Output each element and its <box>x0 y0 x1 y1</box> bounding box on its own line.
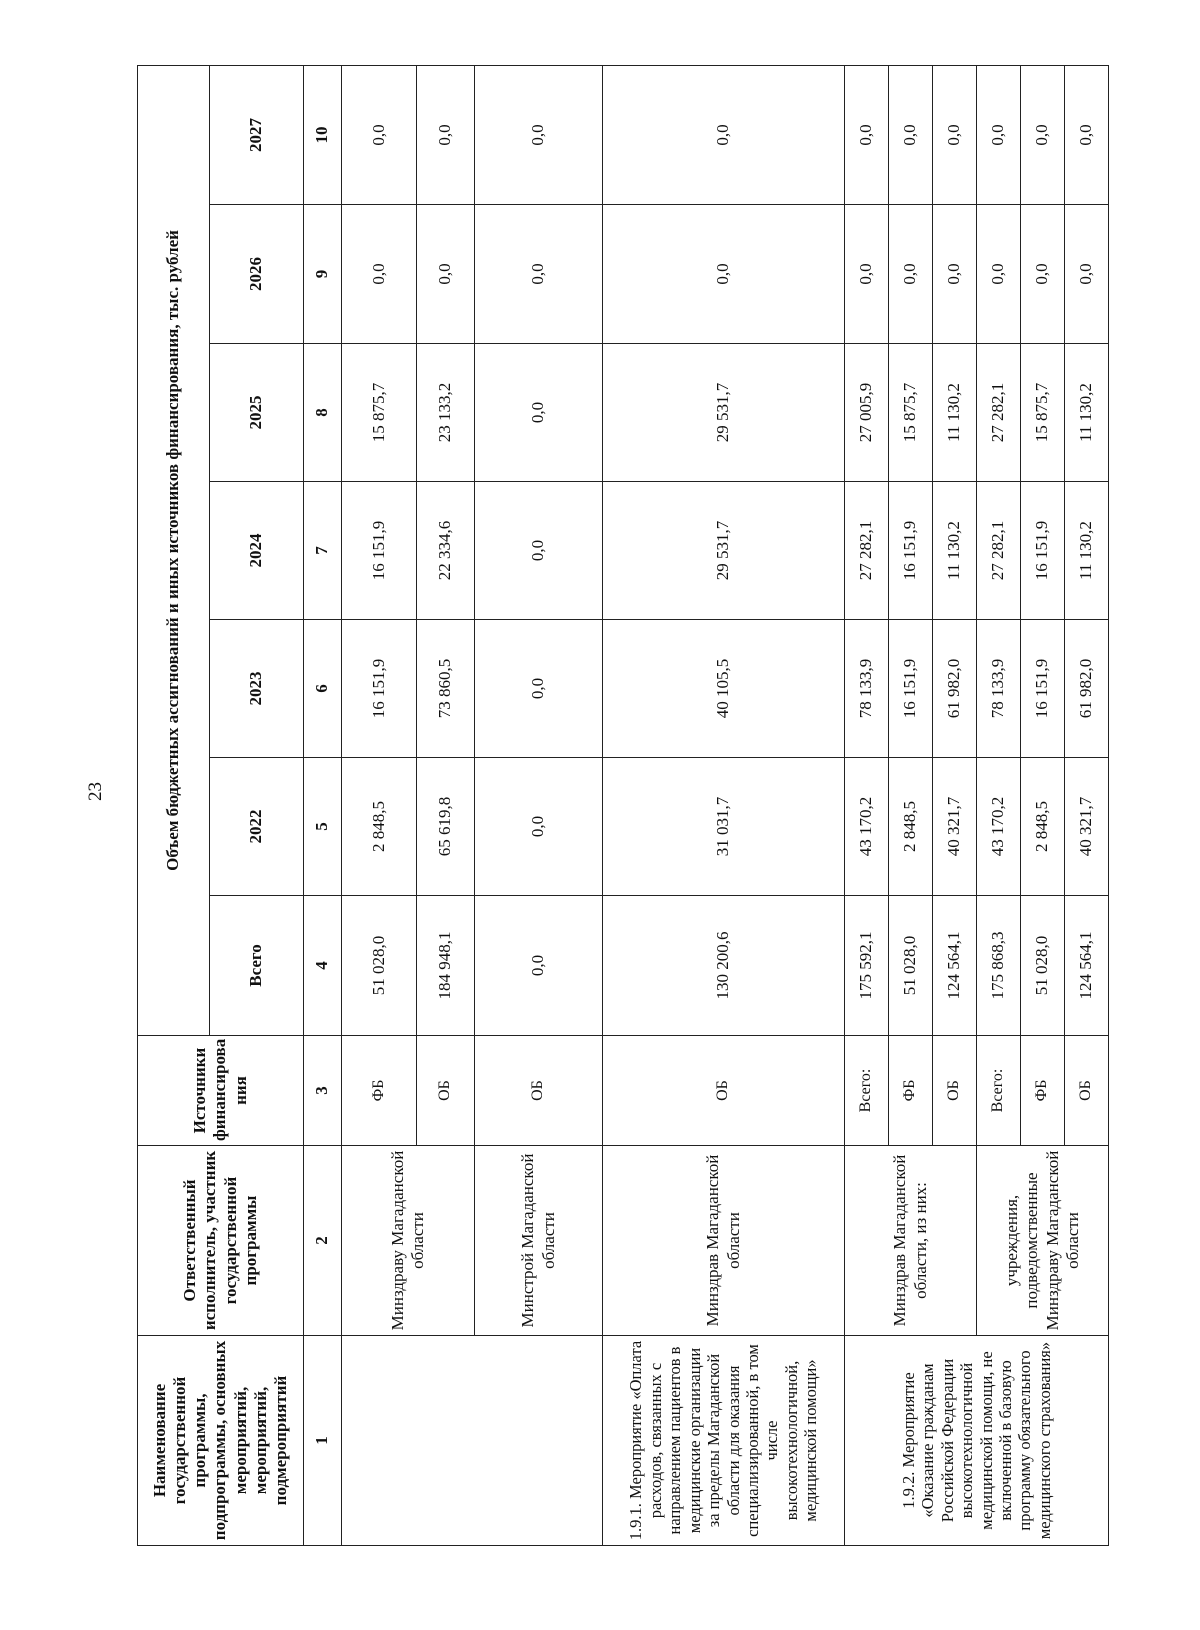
value-cell: 40 105,5 <box>603 620 845 758</box>
source-cell: Всего: <box>977 1036 1021 1146</box>
source-cell: ОБ <box>417 1036 475 1146</box>
value-cell: 0,0 <box>475 896 603 1036</box>
value-cell: 15 875,7 <box>889 344 933 482</box>
value-cell: 0,0 <box>475 758 603 896</box>
value-cell: 175 868,3 <box>977 896 1021 1036</box>
source-cell: ОБ <box>475 1036 603 1146</box>
value-cell: 23 133,2 <box>417 344 475 482</box>
value-cell: 130 200,6 <box>603 896 845 1036</box>
item-name: 1.9.2. Мероприятие «Оказание гражданам Российской Федерации высокотехнологичной медицинской помощи, не включенной в базовую программу обязательного медицинского страхования» <box>845 1336 1109 1546</box>
table-row <box>475 65 603 1545</box>
source-cell: ОБ <box>603 1036 845 1146</box>
value-cell: 16 151,9 <box>889 620 933 758</box>
value-cell: 43 170,2 <box>977 758 1021 896</box>
executor-cell: Минстрой Магаданской области <box>475 1146 603 1336</box>
value-cell: 0,0 <box>1021 205 1065 344</box>
value-cell: 51 028,0 <box>889 896 933 1036</box>
value-cell: 29 531,7 <box>603 482 845 620</box>
source-cell: ФБ <box>889 1036 933 1146</box>
value-cell: 16 151,9 <box>1021 620 1065 758</box>
value-cell: 73 860,5 <box>417 620 475 758</box>
value-cell: 16 151,9 <box>342 620 417 758</box>
page-number: 23 <box>85 782 106 801</box>
value-cell: 175 592,1 <box>845 896 889 1036</box>
value-cell: 0,0 <box>1021 65 1065 204</box>
header-year: 2024 <box>210 482 304 620</box>
executor-cell: Минздрав Магаданской области, из них: <box>845 1146 977 1336</box>
table-row <box>845 65 889 1545</box>
header-year: 2022 <box>210 758 304 896</box>
column-number: 3 <box>304 1036 342 1146</box>
value-cell: 0,0 <box>475 65 603 204</box>
value-cell: 15 875,7 <box>342 344 417 482</box>
value-cell: 61 982,0 <box>1065 620 1109 758</box>
table-row <box>977 65 1021 1545</box>
value-cell: 22 334,6 <box>417 482 475 620</box>
value-cell: 15 875,7 <box>1021 344 1065 482</box>
source-cell: ОБ <box>933 1036 977 1146</box>
value-cell: 65 619,8 <box>417 758 475 896</box>
executor-cell: Минздраву Магаданской области <box>342 1146 475 1336</box>
value-cell: 11 130,2 <box>1065 344 1109 482</box>
header-funding-group: Объем бюджетных ассигнований и иных источников финансирования, тыс. рублей <box>138 65 210 1035</box>
item-name <box>342 1336 603 1546</box>
value-cell: 0,0 <box>889 205 933 344</box>
header-year: 2025 <box>210 344 304 482</box>
source-cell: ФБ <box>1021 1036 1065 1146</box>
executor-cell: учреждения, подведомственные Минздраву Магаданской области <box>977 1146 1109 1336</box>
value-cell: 0,0 <box>417 65 475 204</box>
value-cell: 16 151,9 <box>889 482 933 620</box>
value-cell: 184 948,1 <box>417 896 475 1036</box>
value-cell: 0,0 <box>475 620 603 758</box>
value-cell: 43 170,2 <box>845 758 889 896</box>
column-number: 1 <box>304 1336 342 1546</box>
source-cell: Всего: <box>845 1036 889 1146</box>
value-cell: 0,0 <box>977 65 1021 204</box>
value-cell: 27 005,9 <box>845 344 889 482</box>
column-number: 2 <box>304 1146 342 1336</box>
value-cell: 2 848,5 <box>889 758 933 896</box>
value-cell: 0,0 <box>1065 65 1109 204</box>
value-cell: 2 848,5 <box>1021 758 1065 896</box>
column-number: 6 <box>304 620 342 758</box>
header-year: 2027 <box>210 65 304 204</box>
column-number: 4 <box>304 896 342 1036</box>
item-name: 1.9.1. Мероприятие «Оплата расходов, связанных с направлением пациентов в медицинские организации за пределы Магаданской области для оказания специализированной, в том числе высокотехнологичной, медицинской помощи» <box>603 1336 845 1546</box>
value-cell: 40 321,7 <box>933 758 977 896</box>
header-executor: Ответственный исполнитель, участник государственной программы <box>138 1146 304 1336</box>
value-cell: 0,0 <box>933 65 977 204</box>
value-cell: 0,0 <box>417 205 475 344</box>
value-cell: 40 321,7 <box>1065 758 1109 896</box>
table-row <box>342 65 417 1545</box>
value-cell: 0,0 <box>1065 205 1109 344</box>
value-cell: 0,0 <box>933 205 977 344</box>
value-cell: 78 133,9 <box>977 620 1021 758</box>
value-cell: 16 151,9 <box>342 482 417 620</box>
value-cell: 0,0 <box>977 205 1021 344</box>
column-number: 9 <box>304 205 342 344</box>
value-cell: 0,0 <box>475 205 603 344</box>
value-cell: 0,0 <box>889 65 933 204</box>
value-cell: 27 282,1 <box>845 482 889 620</box>
header-year: 2023 <box>210 620 304 758</box>
value-cell: 0,0 <box>475 482 603 620</box>
value-cell: 0,0 <box>603 65 845 204</box>
value-cell: 0,0 <box>845 65 889 204</box>
executor-cell: Минздрав Магаданской области <box>603 1146 845 1336</box>
value-cell: 27 282,1 <box>977 482 1021 620</box>
value-cell: 0,0 <box>603 205 845 344</box>
table-row <box>603 65 845 1545</box>
value-cell: 0,0 <box>845 205 889 344</box>
value-cell: 2 848,5 <box>342 758 417 896</box>
column-number: 8 <box>304 344 342 482</box>
value-cell: 11 130,2 <box>1065 482 1109 620</box>
source-cell: ФБ <box>342 1036 417 1146</box>
value-cell: 0,0 <box>342 205 417 344</box>
header-year: Всего <box>210 896 304 1036</box>
value-cell: 11 130,2 <box>933 482 977 620</box>
value-cell: 0,0 <box>342 65 417 204</box>
value-cell: 124 564,1 <box>1065 896 1109 1036</box>
value-cell: 31 031,7 <box>603 758 845 896</box>
value-cell: 29 531,7 <box>603 344 845 482</box>
value-cell: 27 282,1 <box>977 344 1021 482</box>
value-cell: 61 982,0 <box>933 620 977 758</box>
value-cell: 78 133,9 <box>845 620 889 758</box>
column-number: 7 <box>304 482 342 620</box>
column-number: 5 <box>304 758 342 896</box>
value-cell: 124 564,1 <box>933 896 977 1036</box>
header-year: 2026 <box>210 205 304 344</box>
column-number: 10 <box>304 65 342 204</box>
value-cell: 16 151,9 <box>1021 482 1065 620</box>
source-cell: ОБ <box>1065 1036 1109 1146</box>
value-cell: 51 028,0 <box>1021 896 1065 1036</box>
header-name: Наименование государственной программы, подпрограммы, основных мероприятий, мероприятий, подмероприятий <box>138 1336 304 1546</box>
financing-table <box>137 65 1109 1546</box>
value-cell: 0,0 <box>475 344 603 482</box>
value-cell: 51 028,0 <box>342 896 417 1036</box>
header-source: Источники финансирова ния <box>138 1036 304 1146</box>
value-cell: 11 130,2 <box>933 344 977 482</box>
